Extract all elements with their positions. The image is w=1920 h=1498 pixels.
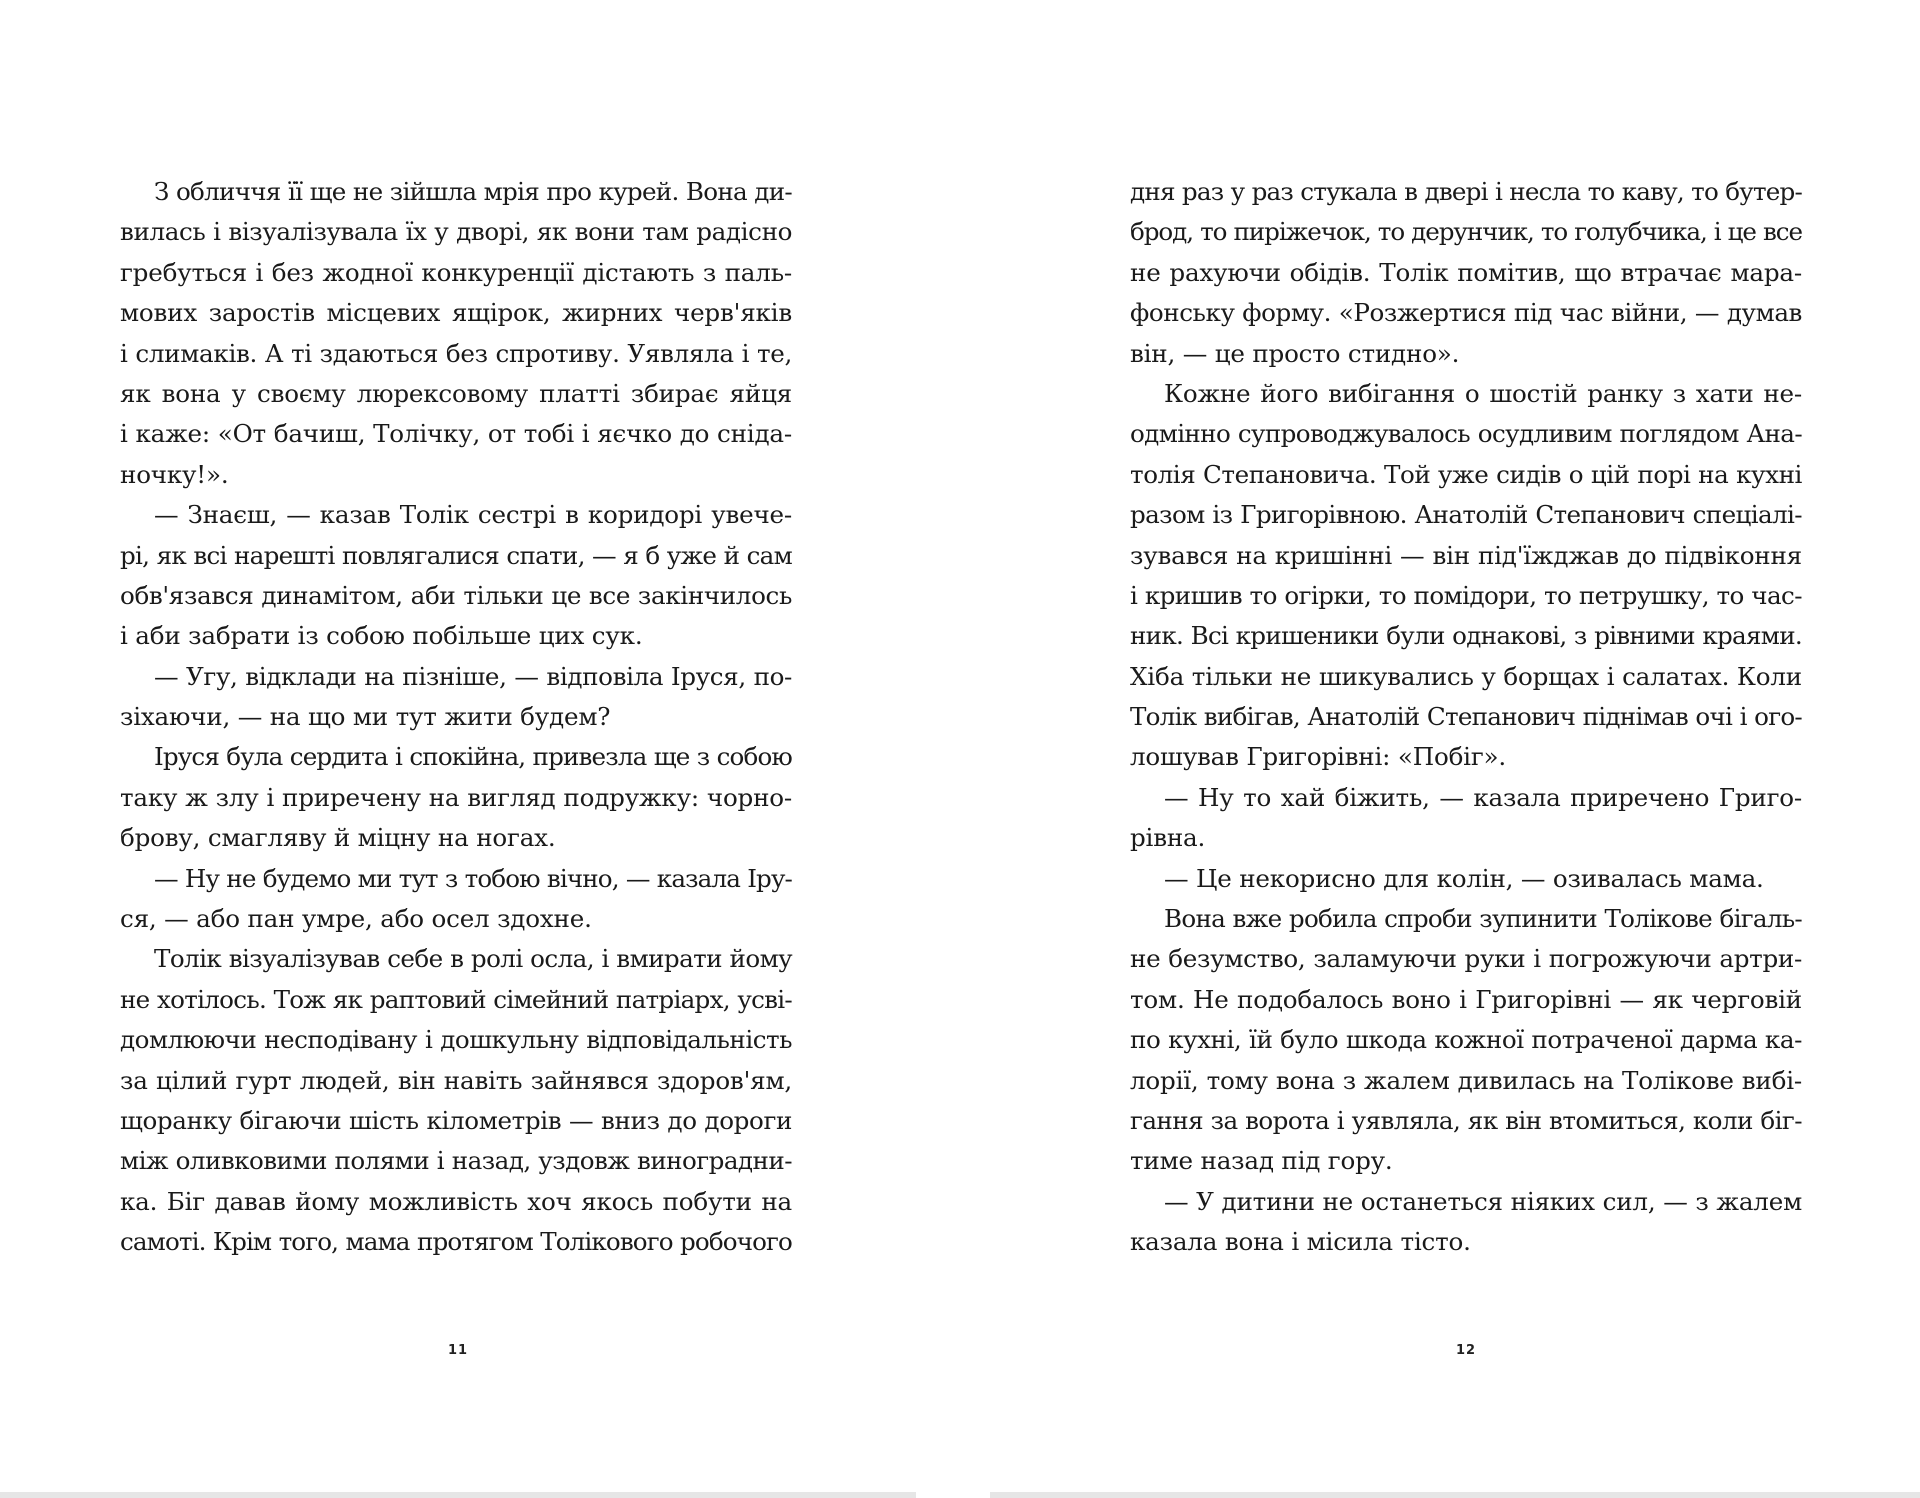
- text-line: і слимаків. А ті здаються без спротиву. Уявляла і те,: [120, 338, 792, 368]
- text-line: Кожне його вибігання о шостій ранку з хати не-: [1164, 378, 1802, 408]
- text-line: по кухні, їй було шкода кожної потраченої дарма ка-: [1130, 1025, 1802, 1055]
- text-line: фонську форму. «Розжертися під час війни, — думав: [1130, 298, 1802, 328]
- text-line: ка. Біг давав йому можливість хоч якось побути на: [120, 1186, 792, 1216]
- text-line: — Угу, відклади на пізніше, — відповіла Іруся, по-: [154, 661, 792, 691]
- text-line: за цілий гурт людей, він навіть зайнявся здоров'ям,: [120, 1065, 792, 1095]
- text-line: казала вона і місила тісто.: [1130, 1227, 1471, 1257]
- text-line: — Ну то хай біжить, — казала приречено Григо-: [1164, 782, 1802, 812]
- text-line: лошував Григорівні: «Побіг».: [1130, 742, 1506, 772]
- text-line: лорії, тому вона з жалем дивилась на Толікове вибі-: [1130, 1065, 1802, 1095]
- text-line: рівна.: [1130, 823, 1206, 853]
- text-line: брод, то пиріжечок, то дерунчик, то голубчика, і це все: [1130, 217, 1802, 247]
- text-line: вилась і візуалізувала їх у дворі, як вони там радісно: [120, 217, 792, 247]
- text-line: Толік візуалізував себе в ролі осла, і вмирати йому: [154, 944, 792, 974]
- text-line: дня раз у раз стукала в двері і несла то каву, то бутер-: [1130, 177, 1802, 206]
- page-number: 12: [1456, 1343, 1477, 1358]
- text-line: і каже: «От бачиш, Толічку, от тобі і яєчко до сніда-: [120, 419, 792, 449]
- right-page-text: [1130, 172, 1802, 1263]
- text-line: Вона вже робила спроби зупинити Толікове бігаль-: [1164, 904, 1802, 934]
- text-line: між оливковими полями і назад, уздовж виноградни-: [120, 1146, 792, 1176]
- text-line: зувався на кришінні — він під'їжджав до підвіконня: [1130, 540, 1802, 570]
- text-line: гребуться і без жодної конкуренції дістають з паль-: [120, 257, 792, 287]
- text-line: рі, як всі нарешті повлягалися спати, — я б уже й сам: [120, 540, 792, 570]
- text-line: ся, — або пан умре, або осел здохне.: [120, 904, 592, 934]
- text-line: Іруся була сердита і спокійна, привезла ще з собою: [154, 742, 792, 772]
- text-line: мових заростів місцевих ящірок, жирних черв'яків: [120, 298, 792, 328]
- text-line: не хотілось. Тож як раптовий сімейний патріарх, усві-: [120, 984, 792, 1014]
- text-line: і кришив то огірки, то помідори, то петрушку, то час-: [1130, 580, 1802, 610]
- text-line: не безумство, заламуючи руки і погрожуючи артри-: [1130, 944, 1802, 974]
- text-line: — Ну не будемо ми тут з тобою вічно, — казала Іру-: [154, 863, 792, 893]
- text-line: — У дитини не останеться ніяких сил, — з жалем: [1164, 1186, 1802, 1216]
- page-bottom-edge: [0, 1492, 916, 1498]
- text-line: щоранку бігаючи шість кілометрів — вниз до дороги: [120, 1105, 792, 1135]
- text-line: як вона у своєму люрексовому платті збирає яйця: [120, 378, 792, 408]
- text-line: брову, смагляву й міцну на ногах.: [120, 823, 556, 853]
- text-line: толія Степановича. Той уже сидів о цій порі на кухні: [1130, 459, 1802, 489]
- text-line: ник. Всі кришеники були однакові, з рівними краями.: [1130, 621, 1802, 651]
- text-line: самоті. Крім того, мама протягом Толікового робочого: [120, 1227, 792, 1257]
- text-line: таку ж злу і приречену на вигляд подружку: чорно-: [120, 782, 792, 812]
- page-bottom-edge: [990, 1492, 1920, 1498]
- text-line: Хіба тільки не шикувались у борщах і салатах. Коли: [1130, 661, 1802, 691]
- left-page: [0, 0, 916, 1498]
- left-page-text: [120, 172, 792, 1263]
- text-line: одмінно супроводжувалось осудливим поглядом Ана-: [1130, 419, 1802, 449]
- text-line: Толік вибігав, Анатолій Степанович піднімав очі і ого-: [1130, 702, 1802, 732]
- text-line: не рахуючи обідів. Толік помітив, що втрачає мара-: [1130, 257, 1802, 287]
- text-line: З обличчя її ще не зійшла мрія про курей. Вона ди-: [154, 177, 792, 206]
- text-line: — Це некорисно для колін, — озивалась мама.: [1164, 863, 1764, 893]
- text-line: він, — це просто стидно».: [1130, 338, 1460, 368]
- right-page: [990, 0, 1920, 1498]
- text-line: і аби забрати із собою побільше цих сук.: [120, 621, 643, 651]
- text-line: ночку!».: [120, 459, 229, 489]
- text-line: гання за ворота і уявляла, як він втомиться, коли біг-: [1130, 1105, 1802, 1135]
- text-line: домлюючи несподівану і дошкульну відповідальність: [120, 1025, 792, 1055]
- text-line: тиме назад під гору.: [1130, 1146, 1393, 1176]
- text-line: обв'язався динамітом, аби тільки це все закінчилось: [120, 580, 792, 610]
- text-line: разом із Григорівною. Анатолій Степанович спеціалі-: [1130, 500, 1802, 530]
- page-number: 11: [448, 1343, 469, 1358]
- text-line: — Знаєш, — казав Толік сестрі в коридорі увече-: [154, 500, 792, 530]
- text-line: том. Не подобалось воно і Григорівні — як черговій: [1130, 984, 1802, 1014]
- text-line: зіхаючи, — на що ми тут жити будем?: [120, 702, 611, 732]
